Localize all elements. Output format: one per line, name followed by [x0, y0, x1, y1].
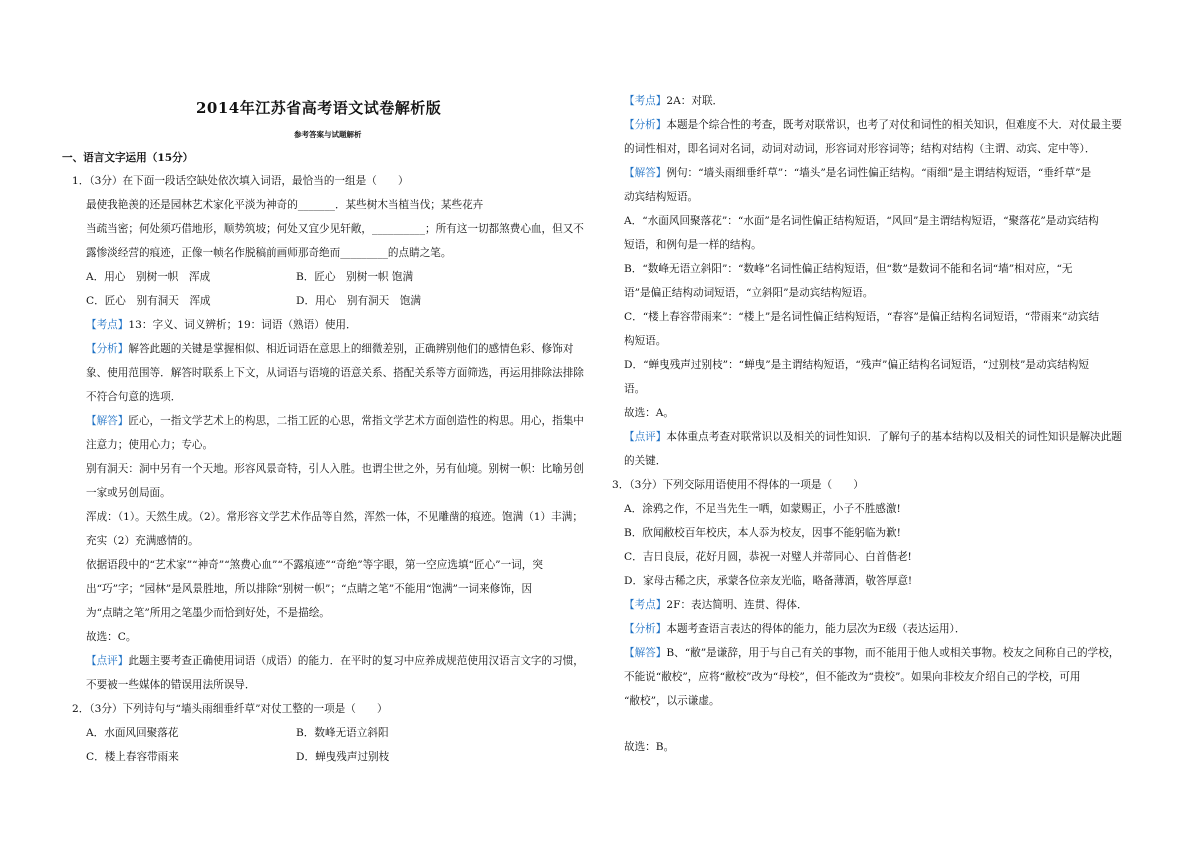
jieda-text-line: 构短语。 [624, 335, 667, 347]
jieda-tag: 【解答】 [624, 167, 667, 179]
fenxi-text-line: 象、使用范围等．解答时联系上下文，从词语与语境的语意关系、搭配关系等方面筛选，再运用排除法排除 [86, 367, 584, 379]
jieda-text-line: 短语，和例句是一样的结构。 [624, 239, 762, 251]
kaodian-line [624, 90, 723, 114]
jieda-line [624, 642, 1119, 666]
jieda-tag: 【解答】 [624, 647, 667, 659]
fenxi-text-line: 的词性相对，即名词对名词，动词对动词，形容词对形容词等；结构对结构（主谓、动宾、定中等）． [624, 143, 1096, 155]
question-2-option-a: A．水面风回聚落花 [86, 727, 179, 739]
dianping-tag: 【点评】 [624, 431, 667, 443]
question-2-option-b: B．数峰无语立斜阳 [296, 727, 389, 739]
question-1-option-d: D．用心 别有洞天 饱满 [296, 295, 422, 307]
jieda-text-line: 不能说“敝校”，应将“敝校”改为“母校”，但不能改为“贵校”。如果向非校友介绍自己的学校，可用 [624, 671, 1081, 683]
question-3-option-c: C．吉日良辰，花好月圆，恭祝一对璧人并蒂同心、白首偕老! [624, 551, 912, 563]
jieda-text-line: D．“蝉曳残声过别枝”：“蝉曳”是主谓结构短语，“残声”偏正结构名词短语，“过别枝”是动宾结构短 [624, 359, 1089, 371]
answer-line: 故选：C。 [86, 631, 137, 643]
answer-line: 故选：A。 [624, 407, 675, 419]
question-2-option-d: D．蝉曳残声过别枝 [296, 751, 390, 763]
jieda-text-line: C．“楼上春容带雨来”：“楼上”是名词性偏正结构短语，“春容”是偏正结构名词短语，“带雨来”动宾结 [624, 311, 1100, 323]
jieda-text: 匠心，一指文学艺术上的构思，二指工匠的心思，常指文学艺术方面创造性的构思。用心，指集中 [128, 415, 584, 427]
question-1-option-c: C．匠心 别有洞天 浑成 [86, 295, 211, 307]
jieda-text-line: B．“数峰无语立斜阳”：“数峰”名词性偏正结构短语，但“数”是数词不能和名词“墙”相对应，“无 [624, 263, 1073, 275]
jieda-text-line: 一家或另创局面。 [86, 487, 171, 499]
jieda-text-line: 出“巧”字；“园林”是风景胜地，所以排除“别树一帜”；“点睛之笔”不能用“饱满”一词来修饰，因 [86, 583, 533, 595]
question-2-option-c: C．楼上春容带雨来 [86, 751, 179, 763]
kaodian-text: 2A：对联． [666, 95, 724, 107]
fenxi-tag: 【分析】 [624, 623, 667, 635]
jieda-line [624, 162, 1091, 186]
jieda-text-line: 动宾结构短语。 [624, 191, 699, 203]
dianping-text-line: 的关键． [624, 455, 667, 467]
fenxi-line [624, 618, 965, 642]
question-1-passage-line: 当疏当密；何处须巧借地形，顺势筑坡；何处又宜少见轩敞，__________；所有这一切都煞费心血，但又不 [86, 223, 584, 235]
jieda-text-line: 语”是偏正结构动词短语，“立斜阳”是动宾结构短语。 [624, 287, 874, 299]
jieda-text: 例句：“墙头雨细垂纤草”：“墙头”是名词性偏正结构。“雨细”是主谓结构短语，“垂纤草”是 [666, 167, 1092, 179]
jieda-text-line: 浑成：（1）。天然生成。（2）。常形容文学艺术作品等自然，浑然一体，不见雕凿的痕迹。饱满（1）丰满； [86, 511, 583, 523]
kaodian-text: 2F：表达简明、连贯、得体． [666, 599, 808, 611]
fenxi-text: 本题是个综合性的考查，既考对联常识，也考了对仗和词性的相关知识，但难度不大．对仗最主要 [666, 119, 1122, 131]
question-1-option-a: A．用心 别树一帜 浑成 [86, 271, 211, 283]
question-3-option-a: A．涂鸦之作，不足当先生一哂，如蒙赐正，小子不胜感激! [624, 503, 901, 515]
question-1-passage-line: 最使我艳羡的还是园林艺术家化平淡为神奇的_______．某些树木当植当伐；某些花卉 [86, 199, 484, 211]
dianping-text: 此题主要考查正确使用词语（成语）的能力．在平时的复习中应养成规范使用汉语言文字的习惯， [128, 655, 584, 667]
fenxi-line [86, 338, 573, 362]
jieda-text-line: 依据语段中的“艺术家”“神奇”“煞费心血”“不露痕迹”“奇绝”等字眼，第一空应选填“匠心”一词，突 [86, 559, 543, 571]
jieda-text-line: 别有洞天：洞中另有一个天地。形容风景奇特，引人入胜。也谓尘世之外，另有仙境。别树一帜：比喻另创 [86, 463, 584, 475]
kaodian-text: 13：字义、词义辨析；19：词语（熟语）使用． [128, 319, 357, 331]
dianping-text-line: 不要被一些媒体的错误用法所误导． [86, 679, 256, 691]
fenxi-tag: 【分析】 [624, 119, 667, 131]
jieda-text-line: 充实（2）充满感情的。 [86, 535, 199, 547]
question-3-option-d: D．家母古稀之庆，承蒙各位亲友光临，略备薄酒，敬答厚意! [624, 575, 913, 587]
kaodian-tag: 【考点】 [624, 599, 667, 611]
question-1-passage-line: 露惨淡经营的痕迹，正像一帧名作脱稿前画师那奇绝而_________的点睛之笔。 [86, 247, 452, 259]
dianping-line [624, 426, 1122, 450]
question-3-stem: 3．（3分）下列交际用语使用不得体的一项是（ ） [612, 479, 864, 491]
jieda-text-line: “敝校”，以示谦虚。 [624, 695, 720, 707]
jieda-text-line: 语。 [624, 383, 646, 395]
fenxi-text: 本题考查语言表达的得体的能力，能力层次为E级（表达运用）． [666, 623, 966, 635]
jieda-text-line: 注意力；使用心力；专心。 [86, 439, 214, 451]
question-1-stem: 1．（3分）在下面一段话空缺处依次填入词语，最恰当的一组是（ ） [72, 175, 409, 187]
kaodian-line [86, 314, 357, 338]
kaodian-line [624, 594, 808, 618]
fenxi-text-line: 不符合句意的选项． [86, 391, 182, 403]
document-title: 2014年江苏省高考语文试卷解析版 [196, 99, 442, 117]
jieda-tag: 【解答】 [86, 415, 129, 427]
section-heading: 一、语言文字运用（15分） [62, 152, 194, 164]
dianping-line [86, 650, 584, 674]
jieda-text-line: A．“水面风回聚落花”：“水面”是名词性偏正结构短语，“风回”是主谓结构短语，“聚落花”是动宾结构 [624, 215, 1099, 227]
dianping-tag: 【点评】 [86, 655, 129, 667]
jieda-text-line: 为“点睛之笔”所用之笔墨少而恰到好处，不是描绘。 [86, 607, 330, 619]
question-1-option-b: B．匠心 别树一帜 饱满 [296, 271, 414, 283]
question-3-option-b: B．欣闻敝校百年校庆，本人忝为校友，因事不能躬临为歉! [624, 527, 901, 539]
fenxi-tag: 【分析】 [86, 343, 129, 355]
jieda-line [86, 410, 584, 434]
question-2-stem: 2．（3分）下列诗句与“墙头雨细垂纤草”对仗工整的一项是（ ） [72, 703, 388, 715]
kaodian-tag: 【考点】 [86, 319, 129, 331]
dianping-text: 本体重点考查对联常识以及相关的词性知识．了解句子的基本结构以及相关的词性知识是解决此题 [666, 431, 1122, 443]
fenxi-line [624, 114, 1122, 138]
fenxi-text: 解答此题的关键是掌握相似、相近词语在意思上的细微差别，正确辨别他们的感情色彩、修饰对 [128, 343, 574, 355]
jieda-text: B、“敝”是谦辞，用于与自己有关的事物，而不能用于他人或相关事物。校友之间称自己的学校， [666, 647, 1120, 659]
kaodian-tag: 【考点】 [624, 95, 667, 107]
document-subtitle: 参考答案与试题解析 [294, 130, 362, 139]
answer-line: 故选：B。 [624, 741, 675, 753]
